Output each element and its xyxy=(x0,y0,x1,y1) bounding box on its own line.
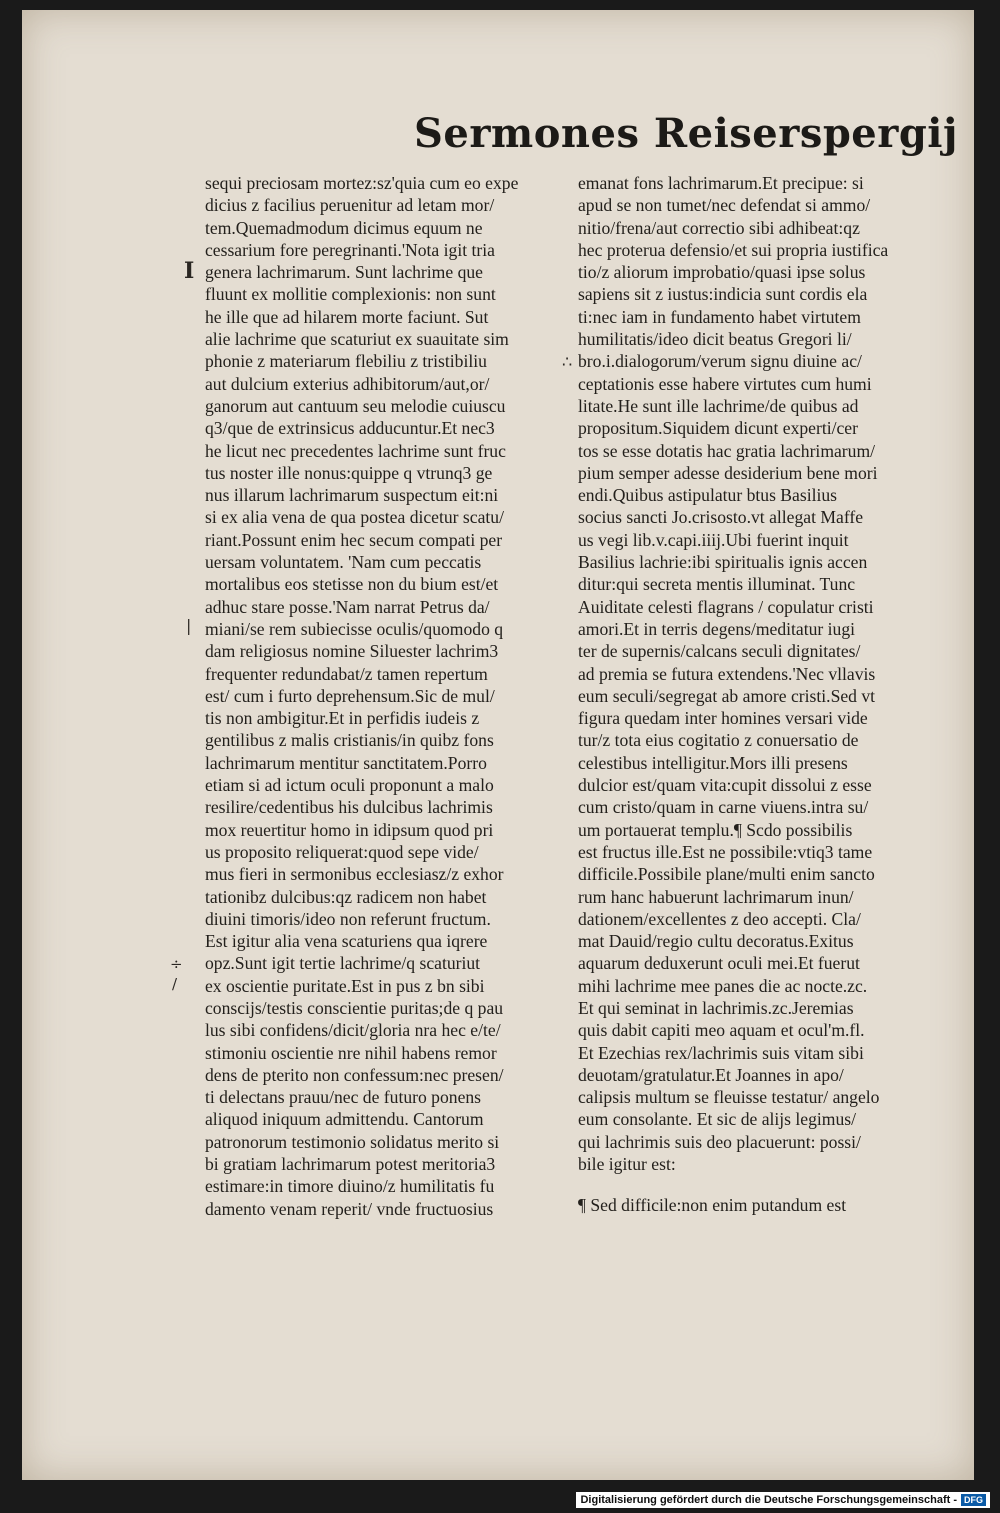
right-column-line: Basilius lachrie:ibi spiritualis ignis accen xyxy=(578,552,868,573)
right-column-line: figura quedam inter homines versari vide xyxy=(578,708,868,729)
right-column-line: est fructus ille.Est ne possibile:vtiq3 tame xyxy=(578,841,873,862)
right-column-line: hec proterua defensio/et sui propria iustifica xyxy=(578,239,889,260)
margin-mark-2: | xyxy=(186,616,192,635)
left-column-line: dicius z facilius peruenitur ad letam mor/ xyxy=(205,195,495,216)
left-column-line: riant.Possunt enim hec secum compati per xyxy=(205,529,503,550)
left-column-line: tem.Quemadmodum dicimus equum ne xyxy=(205,217,483,238)
left-column-line: ex oscientie puritate.Est in pus z bn sibi xyxy=(205,975,485,996)
left-column-line: bi gratiam lachrimarum potest meritoria3 xyxy=(205,1154,496,1175)
right-column-line: mat Dauid/regio cultu decoratus.Exitus xyxy=(578,931,854,952)
right-column-line: eum seculi/segregat ab amore cristi.Sed vt xyxy=(578,685,876,706)
left-column-line: tationibz dulcibus:qz radicem non habet xyxy=(205,886,487,907)
right-column-line: ti:nec iam in fundamento habet virtutem xyxy=(578,306,861,327)
left-column-line: Est igitur alia vena scaturiens qua iqrere xyxy=(205,931,488,952)
left-column-line: dens de pterito non confessum:nec presen/ xyxy=(205,1064,504,1085)
right-column-line: Et Ezechias rex/lachrimis suis vitam sibi xyxy=(578,1042,864,1063)
left-column-line: gentilibus z malis cristianis/in quibz fons xyxy=(205,730,494,751)
right-column-line: deuotam/gratulatur.Et Joannes in apo/ xyxy=(578,1064,844,1085)
right-column-line: tos se esse dotatis hac gratia lachrimarum/ xyxy=(578,440,876,461)
right-column-line: ter de supernis/calcans seculi dignitates/ xyxy=(578,641,861,662)
left-column-line: dam religiosus nomine Siluester lachrim3 xyxy=(205,641,499,662)
initial-letter: I xyxy=(184,258,195,284)
left-column-line: tis non ambigitur.Et in perfidis iudeis z xyxy=(205,708,480,729)
left-column-line: lachrimarum mentitur sanctitatem.Porro xyxy=(205,752,487,773)
right-column-line: pium semper adesse desiderium bene mori xyxy=(578,462,878,483)
right-column-line: tur/z tota eius cogitatio z conuersatio de xyxy=(578,730,859,751)
left-column-line: estimare:in timore diuino/z humilitatis fu xyxy=(205,1176,495,1197)
right-column-line: Et qui seminat in lachrimis.zc.Jeremias xyxy=(578,997,854,1018)
left-column-line: uersam voluntatem. 'Nam cum peccatis xyxy=(205,552,482,573)
left-column-line: nus illarum lachrimarum suspectum eit:ni xyxy=(205,485,499,506)
left-column-line: mox reuertitur homo in idipsum quod pri xyxy=(205,819,494,840)
final-line: ¶ Sed difficile:non enim putandum est xyxy=(578,1195,847,1215)
right-column-line: bro.i.dialogorum/verum signu diuine ac/ xyxy=(578,351,862,372)
right-column-line: emanat fons lachrimarum.Et precipue: si xyxy=(578,173,864,193)
left-column-line: q3/que de extrinsicus adducuntur.Et nec3 xyxy=(205,418,495,439)
left-column-line: stimoniu oscientie nre nihil habens remor xyxy=(205,1042,497,1063)
right-column-line: ditur:qui secreta mentis illuminat. Tunc xyxy=(578,574,856,595)
left-column-line: fluunt ex mollitie complexionis: non sunt xyxy=(205,284,496,305)
left-column-line: resilire/cedentibus his dulcibus lachrimis xyxy=(205,797,493,818)
right-column-line: endi.Quibus astipulatur btus Basilius xyxy=(578,485,838,506)
right-column-line: um portauerat templu.¶ Scdo possibilis xyxy=(578,819,853,840)
left-column-line: adhuc stare posse.'Nam narrat Petrus da/ xyxy=(205,596,490,617)
left-column-line: frequenter redundabat/z tamen repertum xyxy=(205,663,488,684)
right-column-line: nitio/frena/aut correctio sibi adhibeat:qz xyxy=(578,217,860,238)
right-column-line: dulcior est/quam vita:cupit dissolui z esse xyxy=(578,775,872,796)
right-column-line: difficile.Possibile plane/multi enim sancto xyxy=(578,864,875,885)
text-column-left xyxy=(205,172,560,1220)
right-column-line: ad premia se futura extendens.'Nec vllavis xyxy=(578,663,876,684)
margin-mark-1: ∴ xyxy=(562,352,573,371)
right-column-line: aquarum deduxerunt oculi mei.Et fuerut xyxy=(578,953,860,974)
right-column-line: mihi lachrime mee panes die ac nocte.zc. xyxy=(578,975,868,996)
footer-text: Digitalisierung gefördert durch die Deutsche Forschungsgemeinschaft - xyxy=(580,1494,957,1506)
right-column-line: us vegi lib.v.capi.iiij.Ubi fuerint inquit xyxy=(578,529,849,550)
left-column-line: conscijs/testis conscientie puritas;de q pau xyxy=(205,997,504,1018)
left-column-line: sequi preciosam mortez:sz'quia cum eo expe xyxy=(205,173,519,193)
left-column-line: lus sibi confidens/dicit/gloria nra hec e/te/ xyxy=(205,1020,501,1041)
footer-credit xyxy=(576,1492,990,1508)
right-column-line: calipsis multum se fleuisse testatur/ angelo xyxy=(578,1087,880,1108)
running-header: Sermones Reiserspergij xyxy=(414,110,958,157)
right-column-line: quis dabit capiti meo aquam et ocul'm.fl. xyxy=(578,1020,865,1041)
left-column-line: cessarium fore peregrinanti.'Nota igit tria xyxy=(205,239,495,260)
margin-mark-3: ÷ xyxy=(170,955,183,973)
left-column-line: he licut nec precedentes lachrime sunt fruc xyxy=(205,440,506,461)
right-column-line: litate.He sunt ille lachrime/de quibus ad xyxy=(578,395,859,416)
left-column-line: phonie z materiarum flebiliu z tristibiliu xyxy=(205,351,487,372)
left-column-line: aliquod iniquum admittendu. Cantorum xyxy=(205,1109,484,1130)
left-column-line: damento venam reperit/ vnde fructuosius xyxy=(205,1198,494,1219)
left-column-line: miani/se rem subiecisse oculis/quomodo q xyxy=(205,618,504,639)
left-column-line: alie lachrime que scaturiut ex suauitate sim xyxy=(205,329,509,350)
left-column-line: ti delectans prauu/nec de futuro ponens xyxy=(205,1087,482,1108)
left-column-line: us proposito reliquerat:quod sepe vide/ xyxy=(205,841,479,862)
left-column-line: he ille que ad hilarem morte faciunt. Sut xyxy=(205,306,489,327)
left-column-line: etiam si ad ictum oculi proponunt a malo xyxy=(205,775,494,796)
left-column-line: tus noster ille nonus:quippe q vtrunq3 ge xyxy=(205,462,493,483)
left-column-line: diuini timoris/ideo non referunt fructum. xyxy=(205,908,491,929)
right-column-line: propositum.Siquidem dicunt experti/cer xyxy=(578,418,858,439)
right-column-line: rum hanc habuerunt lachrimarum inun/ xyxy=(578,886,854,907)
right-column-line: apud se non tumet/nec defendat si ammo/ xyxy=(578,195,871,216)
right-column-line: ceptationis esse habere virtutes cum humi xyxy=(578,373,872,394)
margin-mark-4: / xyxy=(172,975,178,993)
right-column-line: sapiens sit z iustus:indicia sunt cordis ela xyxy=(578,284,868,305)
left-column-line: mortalibus eos stetisse non du bium est/et xyxy=(205,574,499,595)
right-column-line: tio/z aliorum improbatio/quasi ipse solus xyxy=(578,262,866,283)
left-column-line: patronorum testimonio solidatus merito si xyxy=(205,1131,500,1152)
left-column-line: est/ cum i furto deprehensum.Sic de mul/ xyxy=(205,685,495,706)
right-column-line: cum cristo/quam in carne viuens.intra su/ xyxy=(578,797,869,818)
left-column-line: opz.Sunt igit tertie lachrime/q scaturiut xyxy=(205,953,481,974)
dfg-logo-icon: DFG xyxy=(961,1494,986,1506)
right-column-line: humilitatis/ideo dicit beatus Gregori li/ xyxy=(578,329,852,350)
left-column-line: genera lachrimarum. Sunt lachrime que xyxy=(205,262,483,283)
right-column-line: socius sancti Jo.crisosto.vt allegat Maffe xyxy=(578,507,864,528)
right-column-line: celestibus intelligitur.Mors illi presens xyxy=(578,752,848,773)
left-column-line: ganorum aut cantuum seu melodie cuiuscu xyxy=(205,395,506,416)
left-column-line: si ex alia vena de qua postea dicetur scatu/ xyxy=(205,507,504,528)
left-column-line: mus fieri in sermonibus ecclesiasz/z exhor xyxy=(205,864,504,885)
right-column-line: amori.Et in terris degens/meditatur iugi xyxy=(578,618,856,639)
right-column-line: qui lachrimis suis deo placuerunt: possi/ xyxy=(578,1131,861,1152)
right-column-line: eum consolante. Et sic de alijs legimus/ xyxy=(578,1109,857,1130)
left-column-line: aut dulcium exterius adhibitorum/aut,or/ xyxy=(205,373,490,394)
right-column-line: Auiditate celesti flagrans / copulatur cristi xyxy=(578,596,874,617)
text-column-right xyxy=(578,172,930,1175)
right-column-line: dationem/excellentes z deo accepti. Cla/ xyxy=(578,908,861,929)
right-column-line: bile igitur est: xyxy=(578,1154,676,1175)
